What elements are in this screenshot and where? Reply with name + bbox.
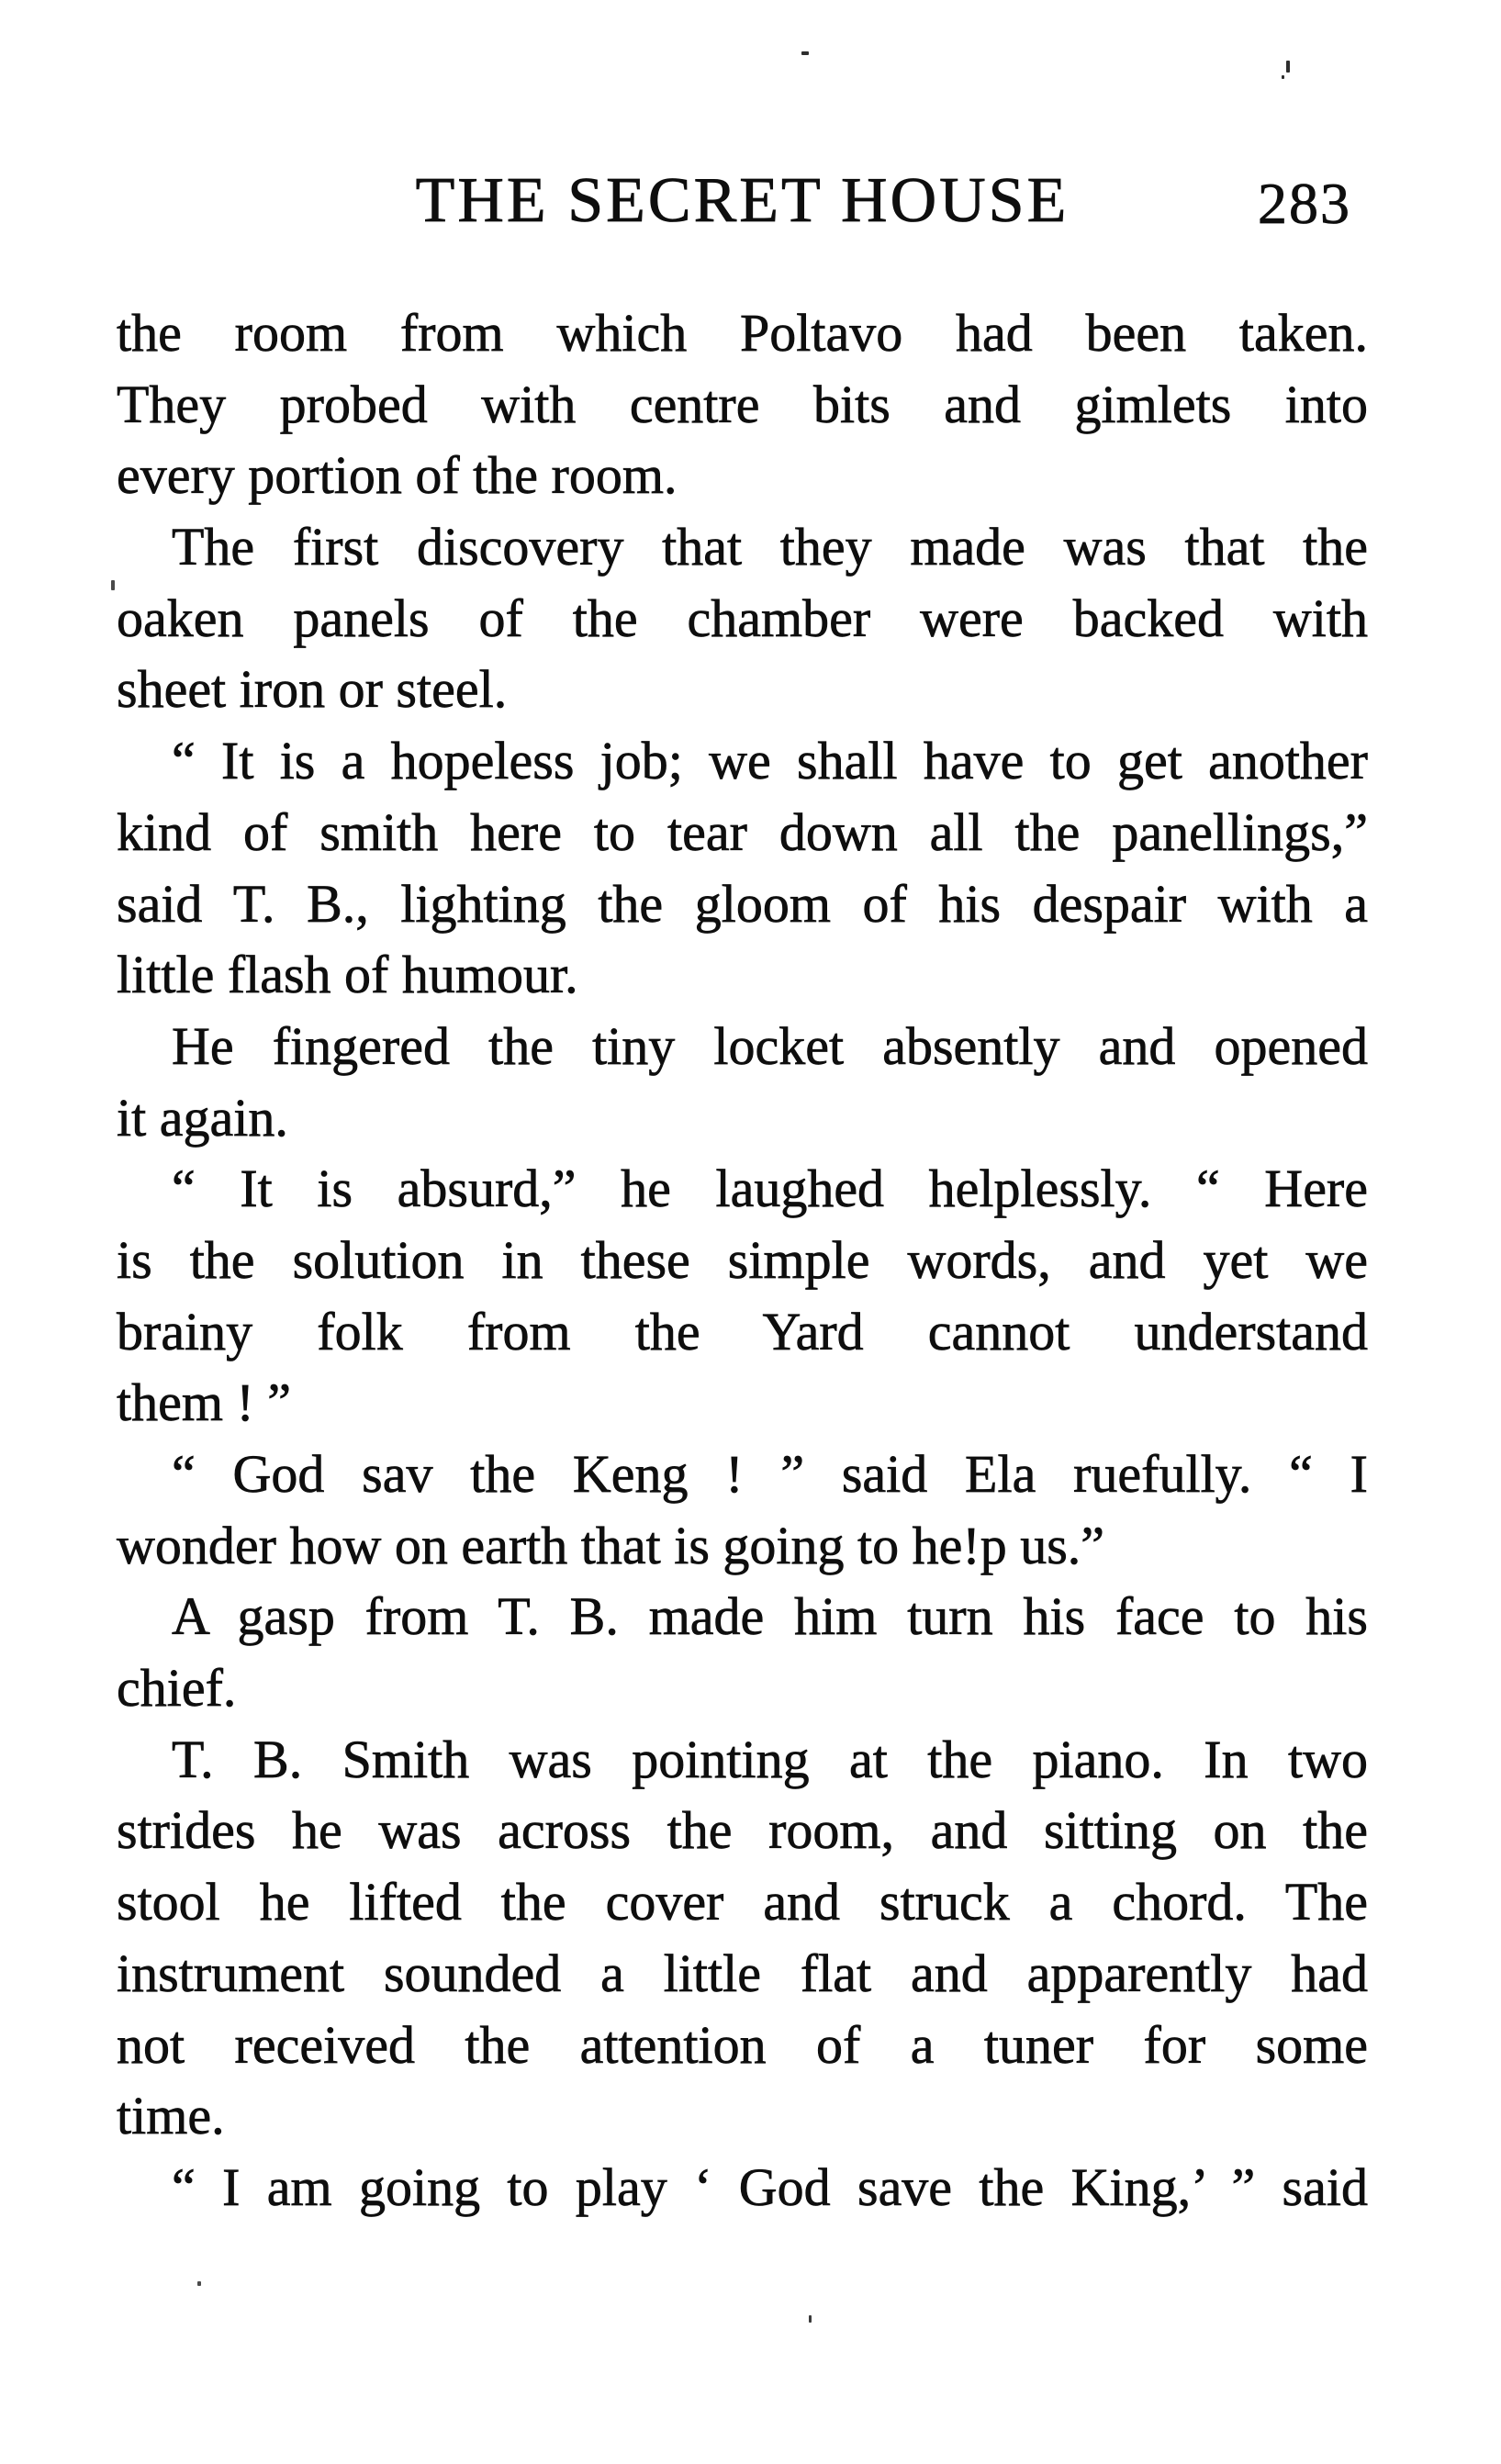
text-line: A gasp from T. B. made him turn his face to his bbox=[172, 1586, 1368, 1647]
text-line: every portion of the room. bbox=[117, 445, 678, 506]
text-line: “ I am going to play ‘ God save the King,’ ” said bbox=[172, 2156, 1368, 2217]
text-line: not received the attention of a tuner for some bbox=[117, 2014, 1368, 2075]
text-line: sheet iron or steel. bbox=[117, 659, 508, 720]
body-text bbox=[117, 297, 1368, 2223]
scan-speck bbox=[1282, 75, 1284, 79]
page-header bbox=[117, 165, 1368, 252]
text-line: said T. B., lighting the gloom of his despair with a bbox=[117, 873, 1368, 934]
scan-speck bbox=[197, 2281, 201, 2286]
text-line: He fingered the tiny locket absently and opened bbox=[172, 1015, 1368, 1076]
text-line: chief. bbox=[117, 1658, 237, 1719]
text-line: stool he lifted the cover and struck a chord. The bbox=[117, 1872, 1368, 1932]
text-line: “ God sav the Keng ! ” said Ela ruefully. “ I bbox=[172, 1444, 1368, 1504]
text-line: “ It is a hopeless job; we shall have to get another bbox=[172, 731, 1368, 791]
text-line: it again. bbox=[117, 1087, 288, 1148]
text-line: strides he was across the room, and sitting on the bbox=[117, 1800, 1368, 1861]
scan-speck bbox=[1286, 61, 1290, 73]
scan-speck bbox=[801, 51, 809, 55]
text-line: oaken panels of the chamber were backed with bbox=[117, 588, 1368, 648]
page-number: 283 bbox=[1258, 171, 1351, 236]
text-line: “ It is absurd,” he laughed helplessly. “ Here bbox=[172, 1159, 1368, 1219]
text-line: wonder how on earth that is going to he!p us.” bbox=[117, 1515, 1105, 1575]
text-line: brainy folk from the Yard cannot understand bbox=[117, 1301, 1368, 1361]
text-line: the room from which Poltavo had been taken. bbox=[117, 303, 1368, 363]
scan-speck bbox=[111, 580, 115, 590]
text-line: They probed with centre bits and gimlets into bbox=[117, 374, 1368, 434]
running-title: THE SECRET HOUSE bbox=[415, 165, 1070, 236]
text-line: them ! ” bbox=[117, 1372, 292, 1433]
text-line: is the solution in these simple words, and yet we bbox=[117, 1229, 1368, 1290]
text-line: little flash of humour. bbox=[117, 945, 578, 1005]
text-line: kind of smith here to tear down all the panellings,” bbox=[117, 801, 1368, 862]
text-line: The first discovery that they made was that the bbox=[172, 517, 1368, 577]
text-line: time. bbox=[117, 2086, 225, 2146]
text-line: instrument sounded a little flat and apparently had bbox=[117, 1943, 1368, 2003]
text-line: T. B. Smith was pointing at the piano. In two bbox=[172, 1729, 1368, 1789]
scan-speck bbox=[809, 2315, 812, 2323]
